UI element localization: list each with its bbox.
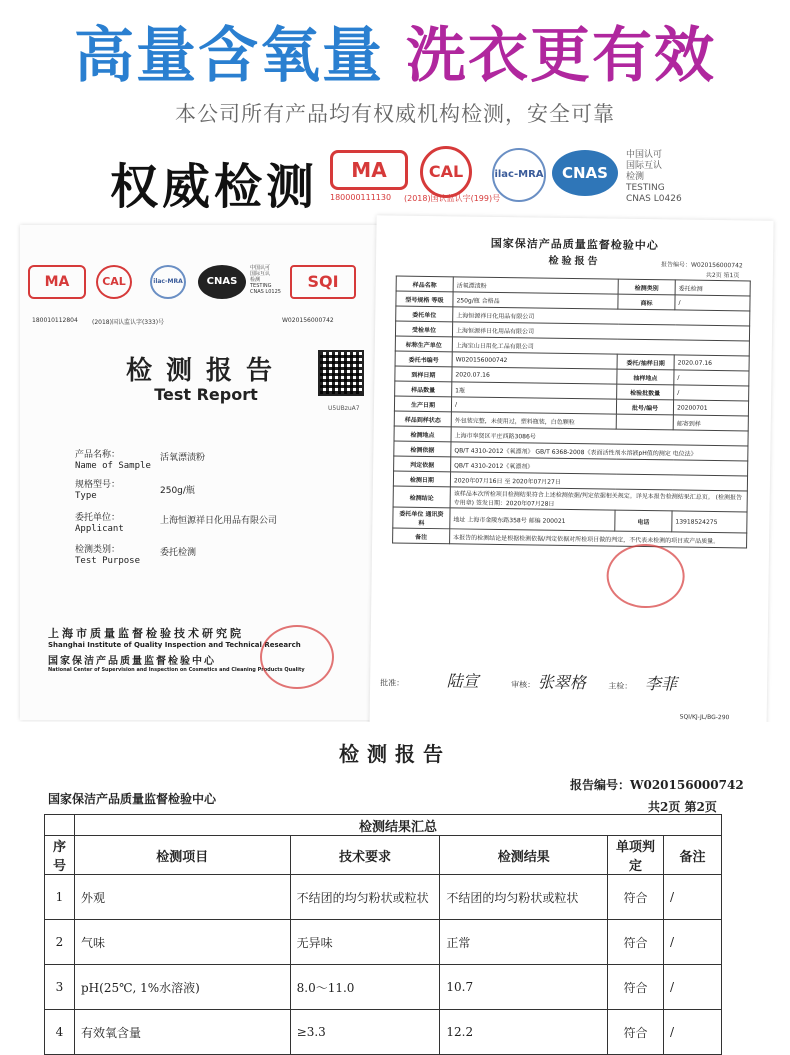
table-row: 到样日期 2020.07.16 抽样地点 / [395, 366, 749, 386]
center-en: National Center of Supervision and Inspection on Cosmetics and Cleaning Products Quality [48, 667, 305, 673]
table-row: 样品名称 活氧漂渍粉 检测类别 委托检测 [396, 276, 750, 296]
header-judge: 单项判定 [608, 836, 664, 875]
subline: 本公司所有产品均有权威机构检测，安全可靠 [175, 102, 615, 126]
cover-title-cn: 检测报告 [125, 356, 286, 386]
table-row: 委托单位 通讯资料 地址 上海市金陵东路358号 邮编 200021 电话 13918524275 [393, 507, 747, 533]
report-page: 共2页 第1页 [705, 271, 740, 280]
qr-code-text: U5UBzuA7 [328, 405, 360, 412]
cal-number: (2018)国认监认字(199)号 [404, 194, 501, 203]
summary-report-number: 报告编号：W020156000742 [570, 778, 744, 792]
report-subtitle: 检验报告 [548, 255, 601, 268]
field-type-value: 250g/瓶 [160, 486, 195, 496]
table-row: 检测地点 上海市奉贤区平庄西路3086号 [394, 426, 748, 446]
results-caption: 检测结果汇总 [74, 815, 721, 836]
table-row: 样品数量 1瓶 检验批数量 / [395, 381, 749, 401]
results-summary-page [0, 722, 790, 1040]
table-row: 生产日期 / 批号/编号 20200701 [394, 396, 748, 416]
field-name-value: 活氧漂渍粉 [160, 453, 206, 463]
ilac-logo-icon: ilac-MRA [150, 265, 186, 299]
header-req: 技术要求 [290, 836, 440, 875]
signature-row: 批准： 陆宣 审核： 张翠格 主检： 李菲 [380, 671, 678, 694]
cover-number-right: W020156000742 [282, 317, 334, 324]
report-cover-page [20, 225, 392, 720]
field-applicant: 委托单位： Applicant [75, 513, 124, 534]
table-row: 委托单位 上海恒源祥日化用品有限公司 [396, 306, 750, 326]
cal-logo-icon: CAL [96, 265, 132, 299]
table-row: 受检单位 上海恒源祥日化用品有限公司 [395, 321, 749, 341]
field-name: 产品名称： Name of Sample [75, 450, 151, 471]
table-row: 检测日期 2020年07月16日 至 2020年07月27日 [393, 471, 747, 491]
table-row: 1 外观 不结团的均匀粉状或粒状 不结团的均匀粉状或粒状 符合 / [45, 875, 722, 920]
ilac-logo-icon: ilac-MRA [492, 148, 546, 202]
report-number: 报告编号：W020156000742 [660, 261, 743, 270]
cnas-logo-icon: CNAS [552, 150, 618, 196]
institute-en: Shanghai Institute of Quality Inspection and Technical Research [48, 641, 301, 649]
ma-logo-icon: MA [28, 265, 86, 299]
summary-title: 检测报告 [339, 742, 451, 766]
header-note: 备注 [664, 836, 722, 875]
ma-logo-icon: MA [330, 150, 408, 190]
cover-logos [28, 265, 378, 301]
cnas-text: 中国认可 国际互认 检测 TESTING CNAS L0426 [626, 150, 682, 204]
cover-number-left: 180010112804 [32, 317, 78, 324]
cnas-logo-icon: CNAS [198, 265, 246, 299]
cover-number-mid: (2018)国认监认字(333)号 [92, 319, 165, 326]
table-row: 4 有效氧含量 ≥3.3 12.2 符合 / [45, 1010, 722, 1055]
ma-number: 180000111130 [330, 193, 392, 202]
results-table [44, 814, 722, 1055]
summary-center: 国家保洁产品质量监督检验中心 [48, 792, 217, 806]
summary-page: 共2页 第2页 [648, 800, 717, 814]
table-row: 检测依据 QB/T 4310-2012《氧漂剂》 GB/T 6368-2008《表面活性剂水溶液pH值的测定 电位法》 [394, 441, 748, 461]
table-row: 样品到样状态 外包装完整，未使用过，塑料瓶装，白色颗粒 邮寄到样 [394, 411, 748, 431]
table-row: 3 pH(25℃, 1%水溶液) 8.0～11.0 10.7 符合 / [45, 965, 722, 1010]
field-purpose-value: 委托检测 [160, 548, 197, 558]
headline-part1: 高量含氧量 [74, 21, 384, 91]
authority-title: 权威检测 [110, 159, 319, 215]
cal-logo-icon: CAL [420, 146, 472, 198]
table-row: 检测结论 该样品本次所检项目检测结果符合上述检测依据/判定依据相关规定。详见本报告检测结果汇总页。 (检测报告专用章) 签发日期：2020年07月28日 [393, 486, 747, 512]
cnas-text: 中国认可 国际互认 检测 TESTING CNAS L0125 [250, 265, 281, 295]
form-code: SQI/KJ-JL/BG-290 [679, 713, 730, 722]
header-res: 检测结果 [440, 836, 608, 875]
qr-code-icon [318, 350, 364, 396]
table-row: 委托书编号 W020156000742 委托/抽样日期 2020.07.16 [395, 351, 749, 371]
report-center-title: 国家保洁产品质量监督检验中心 [490, 236, 659, 253]
inspection-table [392, 276, 751, 549]
inspection-report-page [369, 215, 773, 740]
field-applicant-value: 上海恒源祥日化用品有限公司 [160, 516, 278, 526]
headline [0, 8, 790, 94]
headline-part2: 洗衣更有效 [406, 21, 716, 91]
field-purpose: 检测类别： Test Purpose [75, 545, 141, 566]
center-cn: 国家保洁产品质量监督检验中心 [48, 656, 216, 667]
header-item: 检测项目 [74, 836, 290, 875]
red-stamp-icon [606, 544, 685, 609]
sqi-logo-icon: SQI [290, 265, 356, 299]
table-row: 判定依据 QB/T 4310-2012《氧漂剂》 [394, 456, 748, 476]
table-row: 型号规格 等级 250g/瓶 合格品 商标 / [396, 291, 750, 311]
cover-title-en: Test Report [154, 385, 258, 404]
table-row: 备注 本报告的检测结论是根据检测依据/判定依据对所检项目做的判定，不代表未检测的项目或产品质量。 [393, 528, 747, 548]
table-row: 2 气味 无异味 正常 符合 / [45, 920, 722, 965]
red-stamp-icon [260, 625, 334, 689]
header-no: 序号 [45, 836, 75, 875]
institute-cn: 上海市质量监督检验技术研究院 [48, 627, 244, 640]
results-header-row [45, 836, 722, 875]
table-row: 标称生产单位 上海宝山日用化工品有限公司 [395, 336, 749, 356]
field-type: 规格型号： Type [75, 480, 121, 501]
